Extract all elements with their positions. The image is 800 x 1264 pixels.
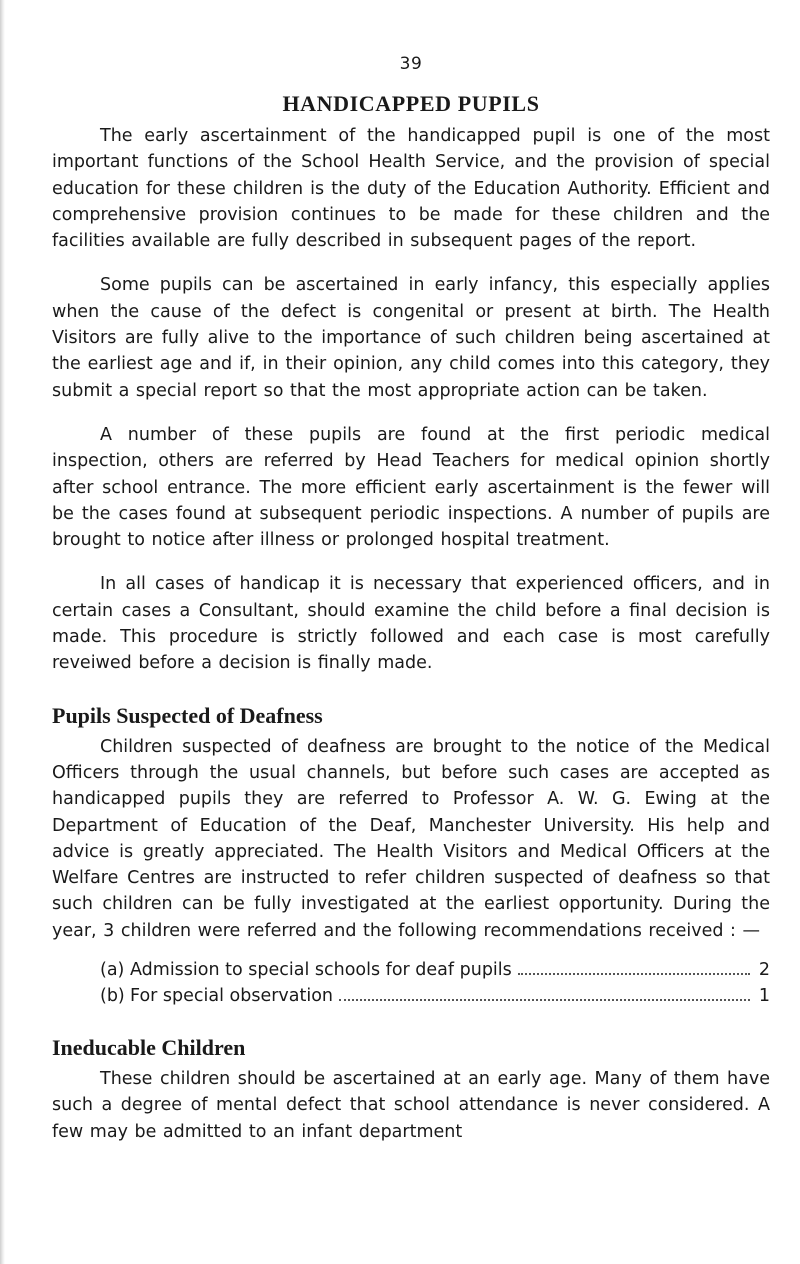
- section-heading-ineducable: Ineducable Children: [52, 1035, 246, 1061]
- document-page: [52, 54, 770, 1163]
- intro-paragraph-3: A number of these pupils are found at the first periodic medical inspection, others are referred by Head Teachers for medical opinion shortly after school entrance. The more efficient early ascertainment is the fewer will be the cases found at subsequent periodic inspections. A number of pupils are brought to notice after illness or prolonged hospital treatment.: [52, 424, 770, 551]
- intro-paragraph-1: The early ascertainment of the handicapped pupil is one of the most important functions of the School Health Service, and the provision of special education for these children is the duty of the Education Authority. Efficient and comprehensive provision continues to be made for these children and the facilities available are fully described in subsequent pages of the report.: [52, 126, 770, 252]
- recommendation-text: For special observation: [130, 986, 334, 1007]
- intro-paragraph-4: In all cases of handicap it is necessary that experienced officers, and in certain cases a Consultant, should examine the child before a final decision is made. This procedure is strictly followed and each case is most carefully reveiwed before a decision is finally made.: [52, 574, 770, 674]
- recommendation-text: Admission to special schools for deaf pupils: [130, 960, 512, 981]
- intro-paragraph-2: Some pupils can be ascertained in early infancy, this especially applies when the cause of the defect is congenital or present at birth. The Health Visitors are fully alive to the importance of such children being ascertained at the earliest age and if, in their opinion, any child comes into this category, they submit a special report so that the most appropriate action can be taken.: [52, 275, 770, 401]
- deafness-paragraph: Children suspected of deafness are brought to the notice of the Medical Officers through the usual channels, but before such cases are accepted as handicapped pupils they are referred to Professor A. W. G. Ewing at the Department of Education of the Deaf, Manchester University. His help and advice is greatly appreciated. The Health Visitors and Medical Officers at the Welfare Centres are instructed to refer children suspected of deafness so that such children can be fully investigated at the earliest opportunity. During the year, 3 children were referred and the following recommendations received : —: [52, 736, 770, 941]
- recommendation-item: [100, 957, 770, 983]
- page-binding-edge: [0, 0, 5, 1264]
- recommendation-marker: (b): [100, 986, 125, 1007]
- dot-leader: [339, 999, 750, 1001]
- ineducable-paragraph: These children should be ascertained at an early age. Many of them have such a degree of mental defect that school attendance is never considered. A few may be admitted to an infant department: [52, 1069, 770, 1142]
- recommendation-marker: (a): [100, 960, 125, 981]
- page-title: HANDICAPPED PUPILS: [282, 91, 540, 116]
- recommendation-item: [100, 983, 770, 1009]
- recommendations-list: [52, 957, 770, 1009]
- recommendation-count: 1: [758, 986, 770, 1007]
- dot-leader: [518, 973, 750, 975]
- page-number: 39: [399, 54, 423, 74]
- recommendation-count: 2: [758, 960, 770, 981]
- section-heading-deafness: Pupils Suspected of Deafness: [52, 702, 323, 728]
